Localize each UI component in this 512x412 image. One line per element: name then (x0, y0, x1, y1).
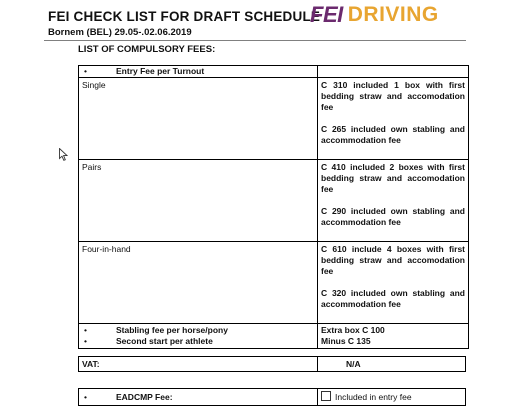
extra-fees-values-cell (318, 324, 469, 349)
row-label-cell (79, 242, 318, 324)
eadcmp-value-cell (318, 389, 466, 406)
extra-fees-row (79, 324, 469, 349)
vat-label: VAT: (82, 359, 100, 369)
included-in-entry-fee-label: Included in entry fee (335, 392, 412, 402)
vat-value: N/A (346, 359, 361, 369)
eadcmp-row (79, 389, 466, 406)
fee-text: C 320 included own stabling and accommodation fee (321, 288, 465, 309)
entry-fee-header-row (79, 66, 469, 78)
included-in-entry-fee-checkbox[interactable] (321, 391, 331, 401)
row-label-cell (79, 160, 318, 242)
bullet: • (84, 392, 87, 402)
row-label-cell (79, 78, 318, 160)
vat-row (79, 357, 466, 372)
stabling-fee-label: Stabling fee per horse/pony (116, 325, 228, 335)
entry-fee-header-cell (79, 66, 318, 78)
row-label: Pairs (82, 162, 102, 172)
second-start-label: Second start per athlete (116, 336, 213, 346)
fee-text: C 290 included own stabling and accommodation fee (321, 206, 465, 227)
row-value-cell (318, 78, 469, 160)
row-value-cell (318, 160, 469, 242)
event-subtitle: Bornem (BEL) 29.05-.02.06.2019 (48, 27, 192, 38)
second-start-value: Minus C 135 (321, 336, 371, 346)
row-label: Four-in-hand (82, 244, 131, 254)
fee-row-single (79, 78, 469, 160)
eadcmp-label: EADCMP Fee: (116, 392, 173, 402)
compulsory-fees-table (78, 65, 469, 349)
fee-text: C 410 included 2 boxes with first bedding straw and accomodation fee (321, 162, 465, 194)
vat-table (78, 356, 466, 372)
fee-row-four-in-hand (79, 242, 469, 324)
bullet: • (84, 66, 87, 76)
fee-text: C 310 included 1 box with first bedding straw and accomodation fee (321, 80, 465, 112)
fei-driving-logo (310, 2, 439, 28)
row-label: Single (82, 80, 106, 90)
row-value-cell (318, 242, 469, 324)
header-divider (44, 40, 466, 41)
logo-driving: DRIVING (347, 3, 439, 26)
fee-text: C 265 included own stabling and accommodation fee (321, 124, 465, 145)
section-title: LIST OF COMPULSORY FEES: (78, 44, 216, 55)
bullet: • (84, 325, 87, 335)
mouse-pointer-icon (59, 148, 68, 161)
fee-text: C 610 include 4 boxes with first bedding straw and accomodation fee (321, 244, 465, 276)
bullet: • (84, 336, 87, 346)
vat-label-cell (79, 357, 318, 372)
logo-fei: FEI (310, 2, 343, 27)
vat-value-cell (318, 357, 466, 372)
entry-fee-header-empty (318, 66, 469, 78)
fee-row-pairs (79, 160, 469, 242)
extra-box-value: Extra box C 100 (321, 325, 385, 335)
entry-fee-label: Entry Fee per Turnout (116, 66, 205, 76)
extra-fees-labels-cell (79, 324, 318, 349)
page-title: FEI CHECK LIST FOR DRAFT SCHEDULE (48, 9, 321, 24)
eadcmp-label-cell (79, 389, 318, 406)
eadcmp-table (78, 388, 466, 406)
